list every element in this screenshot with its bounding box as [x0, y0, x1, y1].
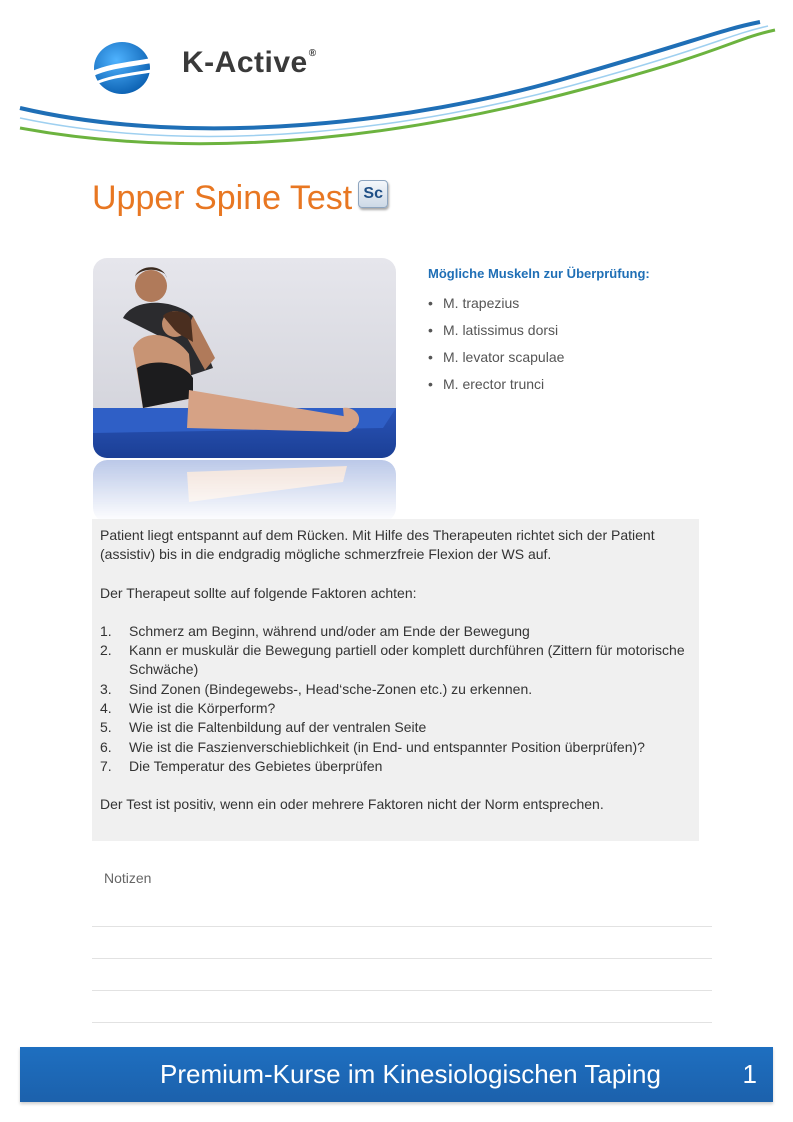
- brand-name: K-Active®: [182, 46, 317, 79]
- list-item: 3. Sind Zonen (Bindegewebs-, Head‘sche-Zonen etc.) zu erkennen.: [100, 680, 533, 697]
- note-line[interactable]: [92, 990, 712, 991]
- description-intro: Patient liegt entspannt auf dem Rücken. Mit Hilfe des Therapeuten richtet sich der Patient (assistiv) bis in die endgradig mögliche schmerzfreie Flexion der WS auf.: [100, 527, 655, 563]
- notes-label: Notizen: [104, 870, 152, 886]
- list-item: 4. Wie ist die Körperform?: [100, 700, 276, 717]
- registered-mark: ®: [308, 48, 317, 59]
- muscles-list: [428, 290, 658, 398]
- list-item: 1. Schmerz am Beginn, während und/oder am Ende der Bewegung: [100, 622, 530, 639]
- muscles-panel: [428, 265, 658, 398]
- footer-text: Premium-Kurse im Kinesiologischen Taping: [160, 1059, 661, 1089]
- title-row: [92, 176, 388, 220]
- list-item: • M. latissimus dorsi: [428, 322, 559, 338]
- list-item: 2. Kann er muskulär die Bewegung partiell oder komplett durchführen (Zittern für motorische Schwäche): [100, 642, 685, 678]
- list-item: • M. erector trunci: [428, 376, 545, 392]
- note-line[interactable]: [92, 926, 712, 927]
- list-item: 6. Wie ist die Faszienverschieblichkeit (in End- und entspannter Position überprüfen)?: [100, 738, 645, 755]
- factors-intro: Der Therapeut sollte auf folgende Faktoren achten:: [100, 584, 417, 601]
- muscles-heading: Mögliche Muskeln zur Überprüfung:: [428, 266, 650, 281]
- note-line[interactable]: [92, 1022, 712, 1023]
- sc-badge-icon: Sc: [358, 180, 388, 208]
- note-line[interactable]: [92, 958, 712, 959]
- list-item: • M. trapezius: [428, 295, 520, 311]
- page-number: 1: [742, 1059, 757, 1089]
- list-item: 7. Die Temperatur des Gebietes überprüfen: [100, 757, 383, 774]
- factors-list: [100, 622, 691, 776]
- list-item: • M. levator scapulae: [428, 349, 565, 365]
- exercise-photo-reflection: [93, 460, 396, 522]
- exercise-photo: [93, 258, 396, 458]
- page-title: Upper Spine Test: [92, 178, 353, 217]
- list-item: 5. Wie ist die Faltenbildung auf der ventralen Seite: [100, 719, 427, 736]
- description-conclusion: Der Test ist positiv, wenn ein oder mehrere Faktoren nicht der Norm entsprechen.: [100, 796, 604, 813]
- footer-banner: [20, 1047, 773, 1102]
- description-box: [92, 519, 699, 841]
